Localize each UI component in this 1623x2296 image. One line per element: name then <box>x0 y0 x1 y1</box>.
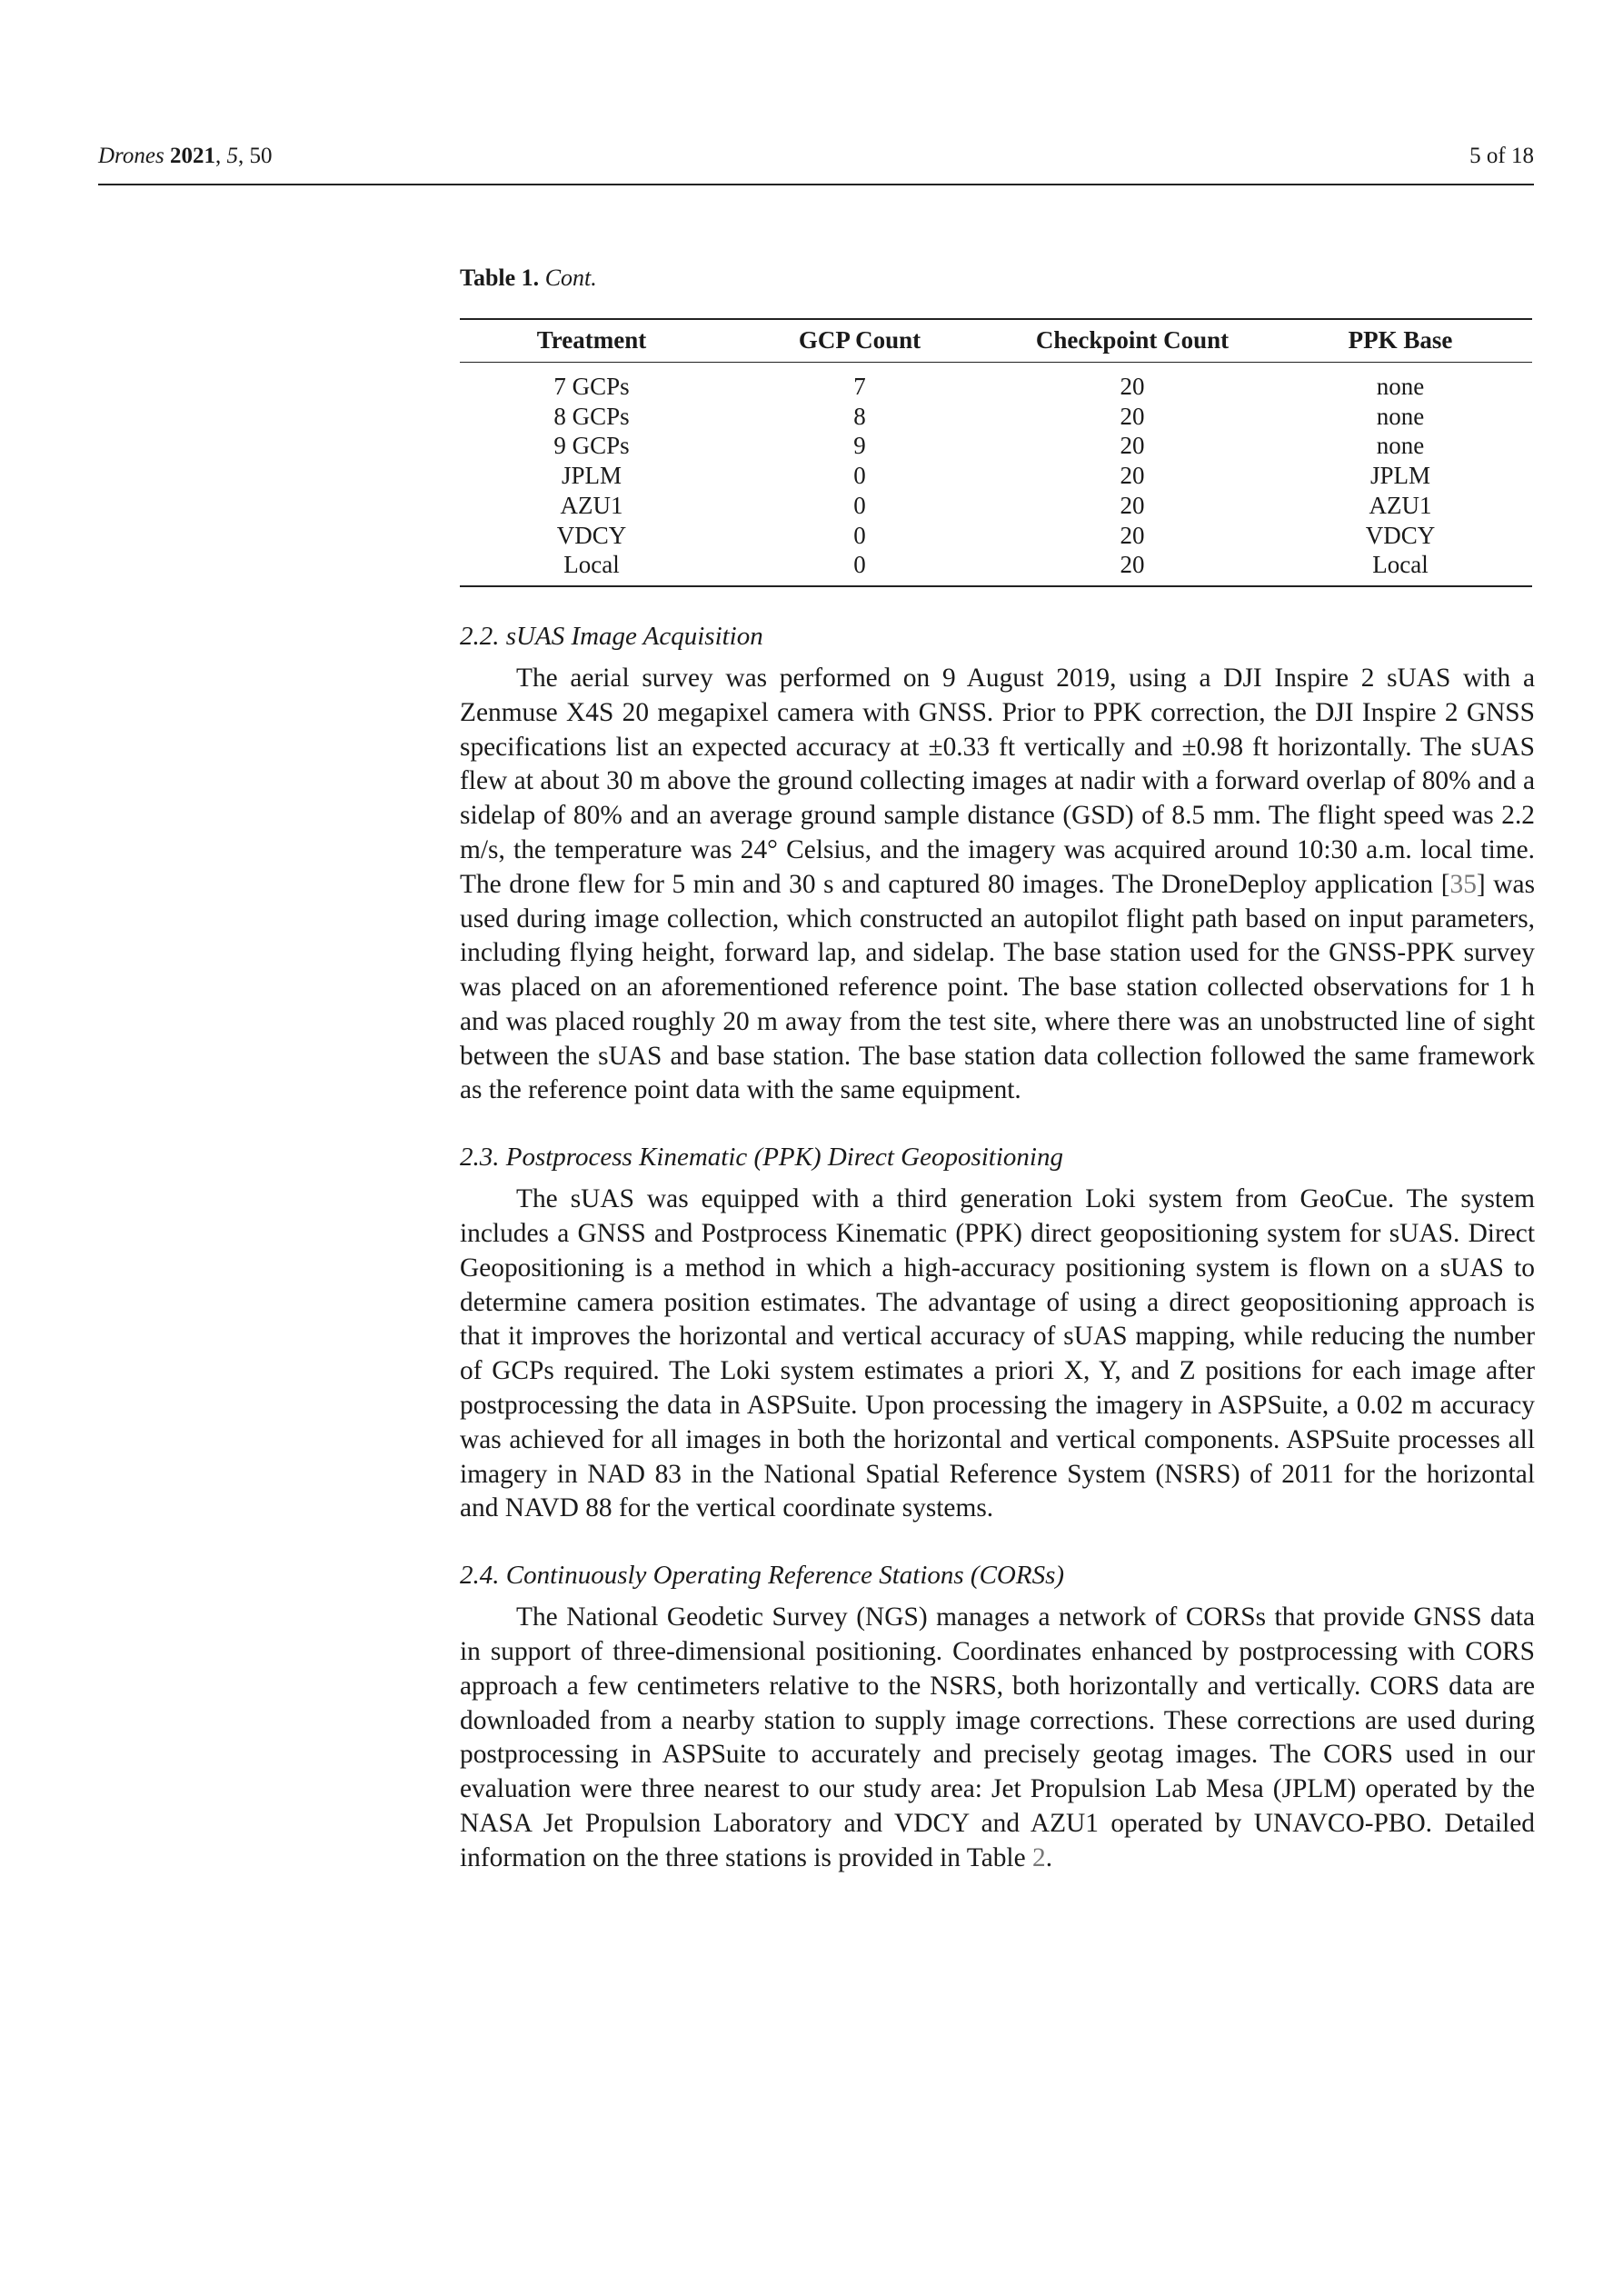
cell-ppk-base: VDCY <box>1365 521 1436 549</box>
table-reference-link[interactable]: 2 <box>1032 1842 1046 1872</box>
cell-ppk-base: none <box>1376 402 1425 430</box>
journal-citation: Drones 2021, 5, 50 <box>98 144 273 168</box>
citation-link[interactable]: 35 <box>1449 869 1477 899</box>
section-paragraph <box>460 1601 1535 1875</box>
column-header-gcp-count: GCP Count <box>723 319 996 363</box>
page-header <box>98 138 1534 184</box>
cell-checkpoint-count: 20 <box>1120 432 1145 460</box>
section-paragraph <box>460 1183 1535 1526</box>
table-caption <box>460 260 1535 296</box>
paragraph-text: The aerial survey was performed on 9 August 2019, using a DJI Inspire 2 sUAS with a Zenmuse X4S 20 megapixel camera with GNSS. Prior to PPK correction, the DJI Inspire 2 GNSS specifications list an expected accuracy at ±0.33 ft vertically and ±0.98 ft horizontally. The sUAS flew at about 30 m above the ground collecting images at nadir with a forward overlap of 80% and a sidelap of 80% and an average ground sample distance (GSD) of 8.5 mm. The flight speed was 2.2 m/s, the temperature was 24° Celsius, and the imagery was acquired around 10:30 a.m. local time. The drone flew for 5 min and 30 s and captured 80 images. The DroneDeploy application [ <box>460 663 1535 899</box>
cell-gcp-count: 7 <box>853 373 866 400</box>
cell-gcp-count: 0 <box>853 521 866 549</box>
data-table <box>460 318 1532 587</box>
table-row <box>460 491 1532 521</box>
paragraph-text: ] was used during image collection, which constructed an autopilot flight path based on input parameters, including flying height, forward lap, and sidelap. The base station used for the GNSS-PPK survey was placed on an aforementioned reference point. The base station collected observations for 1 h and was placed roughly 20 m away from the test site, where there was an unobstructed line of sight between the sUAS and base station. The base station data collection followed the same framework as the reference point data with the same equipment. <box>460 869 1536 1105</box>
header-rule <box>98 184 1534 185</box>
article-number: 50 <box>249 144 273 168</box>
paragraph-text: The sUAS was equipped with a third generation Loki system from GeoCue. The system includes a GNSS and Postprocess Kinematic (PPK) direct geopositioning system for sUAS. Direct Geopositioning is a method in which a high-accuracy positioning system is flown on a sUAS to determine camera position estimates. The advantage of using a direct geopositioning approach is that it improves the horizontal and vertical accuracy of sUAS mapping, while reducing the number of GCPs required. The Loki system estimates a priori X, Y, and Z positions for each image after postprocessing the data in ASPSuite. Upon processing the imagery in ASPSuite, a 0.02 m accuracy was achieved for all images in both the horizontal and vertical components. ASPSuite processes all imagery in NAD 83 in the National Spatial Reference System (NSRS) of 2011 for the horizontal and NAVD 88 for the vertical coordinate systems. <box>460 1184 1535 1523</box>
cell-treatment: JPLM <box>561 462 622 490</box>
cell-checkpoint-count: 20 <box>1120 373 1145 400</box>
cell-ppk-base: JPLM <box>1369 462 1431 490</box>
table-label: Table 1. <box>460 265 540 291</box>
table-row <box>460 402 1532 432</box>
column-header-ppk-base: PPK Base <box>1269 319 1532 363</box>
journal-name: Drones <box>98 144 164 168</box>
section-heading-ppk-geopositioning: 2.3. Postprocess Kinematic (PPK) Direct Geopositioning <box>460 1143 1063 1173</box>
cell-treatment: 7 GCPs <box>553 373 630 400</box>
cell-checkpoint-count: 20 <box>1120 521 1145 549</box>
cell-gcp-count: 0 <box>853 462 866 490</box>
table-header-row <box>460 319 1532 363</box>
cell-treatment: Local <box>460 550 723 586</box>
cell-checkpoint-count: 20 <box>996 550 1269 586</box>
paragraph-text: . <box>1045 1842 1053 1872</box>
cell-treatment: VDCY <box>556 521 627 549</box>
section-paragraph <box>460 662 1535 1108</box>
table-cont: Cont. <box>544 265 597 291</box>
column-header-treatment: Treatment <box>460 319 723 363</box>
section-heading-cors: 2.4. Continuously Operating Reference Stations (CORSs) <box>460 1561 1065 1591</box>
table-row <box>460 461 1532 491</box>
cell-checkpoint-count: 20 <box>1120 402 1145 430</box>
page-number: 5 of 18 <box>1469 144 1534 168</box>
cell-treatment: AZU1 <box>560 491 623 519</box>
table-row <box>460 550 1532 586</box>
cell-checkpoint-count: 20 <box>1120 491 1145 519</box>
table-row <box>460 363 1532 402</box>
cell-ppk-base: Local <box>1269 550 1532 586</box>
table-row <box>460 521 1532 551</box>
paragraph-text: The National Geodetic Survey (NGS) manages a network of CORSs that provide GNSS data in support of three-dimensional positioning. Coordinates enhanced by postprocessing with CORS approach a few centimeters relative to the NSRS, both horizontally and vertically. CORS data are downloaded from a nearby station to supply image corrections. These corrections are used during postprocessing in ASPSuite to accurately and precisely geotag images. The CORS used in our evaluation were three nearest to our study area: Jet Propulsion Lab Mesa (JPLM) operated by the NASA Jet Propulsion Laboratory and VDCY and AZU1 operated by UNAVCO-PBO. Detailed information on the three stations is provided in Table <box>460 1602 1535 1872</box>
section-heading-image-acquisition: 2.2. sUAS Image Acquisition <box>460 621 763 651</box>
journal-volume: 5 <box>226 144 238 168</box>
cell-gcp-count: 8 <box>853 402 866 430</box>
cell-gcp-count: 9 <box>853 432 866 460</box>
cell-ppk-base: none <box>1376 432 1425 460</box>
cell-gcp-count: 0 <box>853 491 866 519</box>
cell-treatment: 8 GCPs <box>553 402 630 430</box>
cell-ppk-base: AZU1 <box>1369 491 1432 519</box>
page-body <box>460 260 1535 1907</box>
cell-ppk-base: none <box>1376 373 1425 400</box>
table-row <box>460 431 1532 461</box>
journal-year: 2021 <box>169 144 215 168</box>
cell-checkpoint-count: 20 <box>1120 462 1145 490</box>
cell-treatment: 9 GCPs <box>553 432 630 460</box>
column-header-checkpoint-count: Checkpoint Count <box>996 319 1269 363</box>
cell-gcp-count: 0 <box>723 550 996 586</box>
